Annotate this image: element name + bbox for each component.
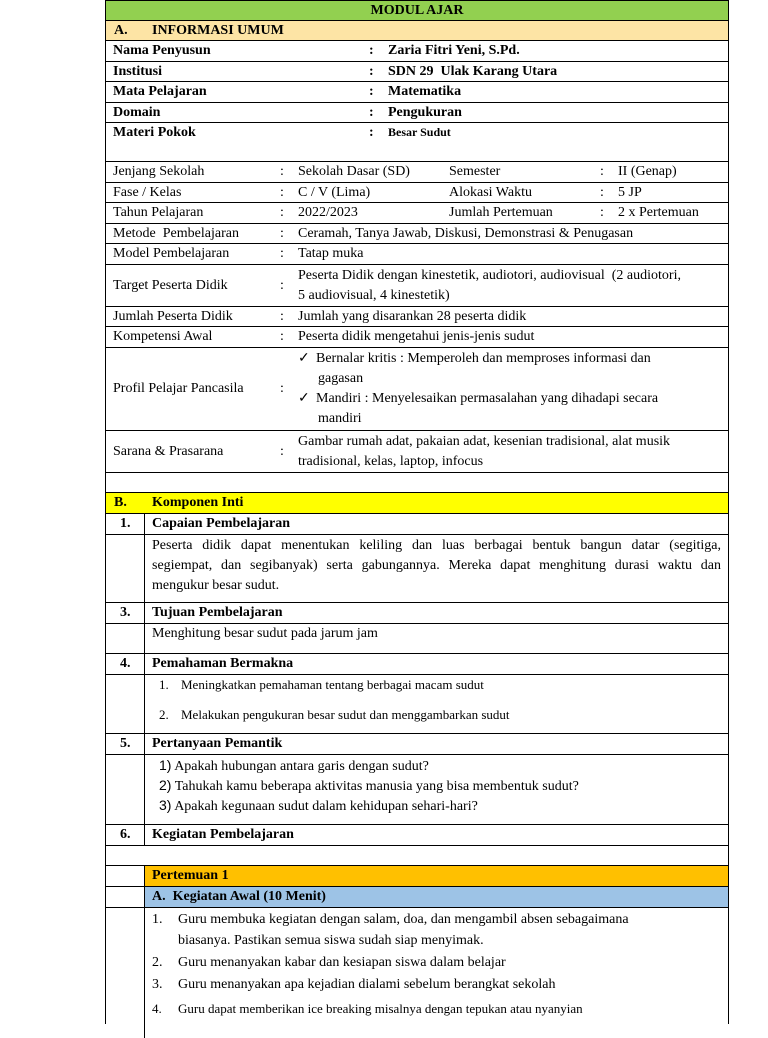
profil-item-cont: mandiri xyxy=(318,411,362,426)
pemahaman-list-item xyxy=(159,675,484,695)
identity-value: Besar Sudut xyxy=(388,125,451,139)
detail-row-profil xyxy=(106,348,728,431)
section-a-header xyxy=(106,21,728,41)
identity-value: Matematika xyxy=(388,84,462,99)
check-icon: ✓ xyxy=(298,351,310,366)
identity-row xyxy=(106,41,728,62)
sarana-line-1: Gambar rumah adat, pakaian adat, kesenian tradisional, alat musik xyxy=(298,434,671,449)
detail-row-sarana xyxy=(106,431,728,473)
detail-value xyxy=(298,431,670,472)
list-text: Melakukan pengukuran besar sudut dan menggambarkan sudut xyxy=(181,707,510,722)
document-title: MODUL AJAR xyxy=(370,2,464,18)
capaian-label: Capaian Pembelajaran xyxy=(152,516,291,531)
column-divider xyxy=(144,734,145,754)
identity-row xyxy=(106,82,728,103)
pertanyaan-item xyxy=(159,795,478,817)
column-divider xyxy=(144,675,145,733)
detail-label: Jenjang Sekolah xyxy=(113,164,205,179)
detail-row-target xyxy=(106,265,728,307)
column-divider xyxy=(144,514,145,534)
spacer-row xyxy=(106,846,728,866)
pertanyaan-label: Pertanyaan Pemantik xyxy=(152,736,283,751)
detail-row-metode xyxy=(106,224,728,244)
detail-row-jumlah xyxy=(106,307,728,327)
detail-row-tahun xyxy=(106,203,728,224)
detail-separator: : xyxy=(280,329,284,344)
pemahaman-list-item xyxy=(159,705,510,725)
list-text: Apakah kegunaan sudut dalam kehidupan sehari-hari? xyxy=(174,799,478,814)
list-text: Tahukah kamu beberapa aktivitas manusia yang bisa membentuk sudut? xyxy=(174,779,579,794)
pertemuan-label: Pertemuan 1 xyxy=(152,868,229,883)
document-title-row xyxy=(106,0,728,21)
detail-row-fase xyxy=(106,183,728,203)
detail-value: Tatap muka xyxy=(298,246,364,261)
column-divider xyxy=(144,603,145,623)
pemahaman-label: Pemahaman Bermakna xyxy=(152,656,294,671)
kegiatan-number: 6. xyxy=(120,827,131,842)
identity-row xyxy=(106,103,728,123)
profil-item-text: Mandiri : Menyelesaikan permasalahan yang dihadapi secara xyxy=(316,391,659,406)
list-number: 2. xyxy=(159,707,169,722)
identity-row xyxy=(106,123,728,162)
detail-label-2: Alokasi Waktu xyxy=(449,184,532,200)
detail-separator: : xyxy=(280,164,284,179)
section-a-label: INFORMASI UMUM xyxy=(152,22,284,38)
tujuan-header xyxy=(106,603,728,624)
detail-label: Metode Pembelajaran xyxy=(113,225,239,241)
column-divider xyxy=(144,535,145,602)
pemahaman-header xyxy=(106,654,728,675)
list-text: Guru menanyakan kabar dan kesiapan siswa dalam belajar xyxy=(178,955,506,970)
detail-label: Target Peserta Didik xyxy=(113,277,228,293)
check-icon: ✓ xyxy=(298,391,310,406)
capaian-line-3: mengukur besar sudut. xyxy=(152,578,280,593)
detail-label: Jumlah Peserta Didik xyxy=(113,308,233,324)
capaian-line-2: segiempat, dan segibanyak) serta gabungannya. Mereka dapat menghitung durasi waktu dan xyxy=(152,558,721,573)
identity-label: Domain xyxy=(113,104,161,120)
identity-value: Zaria Fitri Yeni, S.Pd. xyxy=(388,43,520,58)
modul-ajar-document xyxy=(105,0,729,1024)
column-divider xyxy=(144,825,145,845)
identity-separator: : xyxy=(369,43,374,58)
detail-separator: : xyxy=(280,443,284,459)
kegiatan-awal-row xyxy=(106,887,728,908)
detail-separator-2: : xyxy=(600,184,604,200)
detail-separator: : xyxy=(280,308,284,324)
detail-row-model xyxy=(106,244,728,265)
tujuan-body xyxy=(106,624,728,654)
profil-item xyxy=(298,389,720,409)
detail-label-2: Jumlah Pertemuan xyxy=(449,205,553,220)
kegiatan-label: Kegiatan Pembelajaran xyxy=(152,827,294,842)
list-number: 1. xyxy=(159,677,169,692)
capaian-line-1: Peserta didik dapat menentukan keliling dan luas berbagai bentuk bangun datar (segitiga, xyxy=(152,538,721,553)
capaian-header xyxy=(106,514,728,535)
tujuan-number: 3. xyxy=(120,605,131,620)
list-text: Guru membuka kegiatan dengan salam, doa, dan mengambil absen sebagaimana xyxy=(178,912,629,927)
sarana-line-2: tradisional, kelas, laptop, infocus xyxy=(298,454,484,469)
detail-label: Tahun Pelajaran xyxy=(113,205,204,220)
identity-label: Mata Pelajaran xyxy=(113,84,207,99)
list-number: 4. xyxy=(152,1001,162,1016)
detail-value: Ceramah, Tanya Jawab, Diskusi, Demonstrasi & Penugasan xyxy=(298,225,634,241)
detail-label-2: Semester xyxy=(449,164,501,179)
identity-value: SDN 29 Ulak Karang Utara xyxy=(388,63,558,79)
pertanyaan-item xyxy=(159,775,579,797)
identity-separator: : xyxy=(369,84,374,99)
detail-value: Jumlah yang disarankan 28 peserta didik xyxy=(298,308,527,324)
profil-item-cont: gagasan xyxy=(318,371,364,386)
section-b-label: Komponen Inti xyxy=(152,495,244,510)
detail-separator: : xyxy=(280,277,284,293)
awal-item-cont: biasanya. Pastikan semua siswa sudah siap menyimak. xyxy=(178,933,484,948)
capaian-text xyxy=(152,535,721,602)
column-divider xyxy=(144,654,145,674)
awal-item xyxy=(152,975,555,995)
profil-list xyxy=(298,348,720,430)
pertemuan-row xyxy=(106,866,728,887)
tujuan-text: Menghitung besar sudut pada jarum jam xyxy=(152,626,378,641)
list-number: 1) xyxy=(159,757,172,773)
column-divider xyxy=(144,908,145,1038)
detail-separator-2: : xyxy=(600,164,604,179)
list-text: Guru dapat memberikan ice breaking misalnya dengan tepukan atau nyanyian xyxy=(178,1001,583,1016)
detail-value: C / V (Lima) xyxy=(298,184,371,200)
awal-item xyxy=(152,999,583,1019)
detail-separator: : xyxy=(280,225,284,241)
detail-value: 2022/2023 xyxy=(298,205,358,220)
detail-value-2: 5 JP xyxy=(618,184,642,200)
capaian-number: 1. xyxy=(120,516,131,531)
kegiatan-awal-label: A. Kegiatan Awal (10 Menit) xyxy=(152,889,326,904)
profil-item-text: Bernalar kritis : Memperoleh dan memproses informasi dan xyxy=(316,351,651,366)
pertanyaan-body xyxy=(106,755,728,825)
detail-label: Model Pembelajaran xyxy=(113,246,230,261)
list-number: 3. xyxy=(152,977,163,992)
detail-value-2: 2 x Pertemuan xyxy=(618,205,699,220)
identity-label: Materi Pokok xyxy=(113,125,196,140)
detail-label: Sarana & Prasarana xyxy=(113,443,224,459)
identity-row xyxy=(106,62,728,82)
detail-label: Profil Pelajar Pancasila xyxy=(113,381,244,396)
list-number: 3) xyxy=(159,797,172,813)
detail-separator: : xyxy=(280,184,284,200)
pemahaman-number: 4. xyxy=(120,656,131,671)
identity-separator: : xyxy=(369,125,374,140)
awal-item xyxy=(152,910,629,930)
target-line-1: Peserta Didik dengan kinestetik, audiotori, audiovisual (2 audiotori, xyxy=(298,268,681,283)
spacer-row xyxy=(106,473,728,493)
pertanyaan-header xyxy=(106,734,728,755)
profil-item xyxy=(298,349,720,369)
detail-row-jenjang xyxy=(106,162,728,183)
pertanyaan-number: 5. xyxy=(120,736,131,751)
list-number: 2. xyxy=(152,955,163,970)
detail-separator: : xyxy=(280,381,284,396)
tujuan-label: Tujuan Pembelajaran xyxy=(152,605,283,620)
detail-separator-2: : xyxy=(600,205,604,220)
section-a-letter: A. xyxy=(114,22,128,38)
pemahaman-body xyxy=(106,675,728,734)
detail-separator: : xyxy=(280,205,284,220)
pertanyaan-item xyxy=(159,755,429,777)
identity-label: Institusi xyxy=(113,63,163,79)
identity-label: Nama Penyusun xyxy=(113,43,211,58)
pertemuan-band xyxy=(144,866,728,886)
list-number: 2) xyxy=(159,777,172,793)
detail-row-kompetensi xyxy=(106,327,728,348)
detail-label: Fase / Kelas xyxy=(113,184,182,200)
target-line-2: 5 audiovisual, 4 kinestetik) xyxy=(298,288,450,303)
kegiatan-awal-body xyxy=(106,908,728,1038)
detail-value-2: II (Genap) xyxy=(618,164,677,179)
section-b-letter: B. xyxy=(114,495,127,510)
kegiatan-header xyxy=(106,825,728,846)
detail-value xyxy=(298,265,681,306)
detail-value: Sekolah Dasar (SD) xyxy=(298,164,410,179)
list-number: 1. xyxy=(152,912,163,927)
awal-item xyxy=(152,953,506,973)
capaian-body xyxy=(106,535,728,603)
column-divider xyxy=(144,755,145,824)
detail-label: Kompetensi Awal xyxy=(113,329,213,344)
identity-value: Pengukuran xyxy=(388,104,462,120)
identity-separator: : xyxy=(369,63,374,79)
list-text: Meningkatkan pemahaman tentang berbagai macam sudut xyxy=(181,677,484,692)
section-b-header xyxy=(106,493,728,514)
identity-separator: : xyxy=(369,104,374,120)
column-divider xyxy=(144,624,145,653)
list-text: Guru menanyakan apa kejadian dialami sebelum berangkat sekolah xyxy=(178,977,556,992)
detail-separator: : xyxy=(280,246,284,261)
list-text: Apakah hubungan antara garis dengan sudut? xyxy=(174,759,429,774)
detail-value: Peserta didik mengetahui jenis-jenis sudut xyxy=(298,329,535,344)
